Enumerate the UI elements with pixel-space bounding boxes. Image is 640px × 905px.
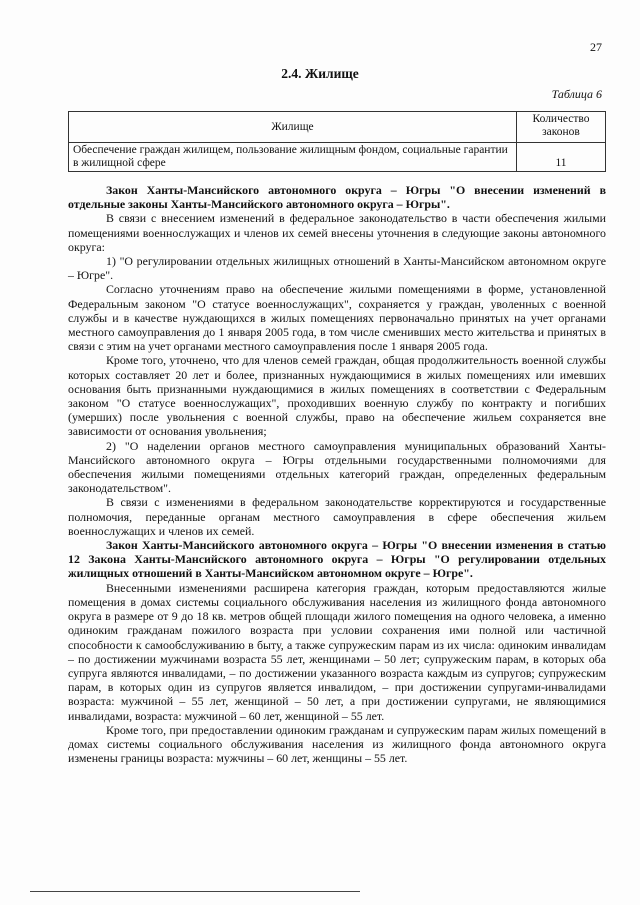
table-caption: Таблица 6	[551, 87, 602, 101]
table-header-law-count: Количество законов	[517, 112, 606, 143]
table-header-row	[69, 112, 606, 143]
paragraph: Согласно уточнениям право на обеспечение жилыми помещениями в форме, установленной Федеральным законом "О статусе военнослужащих", сохраняется у граждан, уволенных с военной службы и в качестве нуждающихся в жилых помещениях первоначально принятых на учет органами местного самоуправления до 1 января 2005 года, в том числе сменивших место жительства и принятых в связи с этим на учет органами местного самоуправления после 1 января 2005 года.	[68, 282, 606, 354]
paragraph: Кроме того, при предоставлении одиноким гражданам и супружеским парам жилых помещений в домах системы социального обслуживания населения из жилищного фонда автономного округа изменены границы возраста: мужчины – 60 лет, женщины – 55 лет.	[68, 722, 606, 766]
paragraph: Внесенными изменениями расширена категория граждан, которым предоставляются жилые помещения в домах системы социального обслуживания населения из жилищного фонда автономного округа в размере от 9 до 18 кв. метров общей площади жилого помещения на одного человека, а именно одиноким гражданам пожилого возраста при условии сохранения ими полной или частичной способности к самообслуживанию в быту, а также супружеским парам из их числа: одиноким инвалидам – по достижении мужчинами возраста 55 лет, женщинами – 50 лет; супружеским парам, в которых оба супруга являются инвалидами, – по достижении указанного возраста каждым из супругов; супружеским парам, в которых один из супругов является инвалидом, – при достижении супругами-инвалидами возраста: мужчиной – 55 лет, женщиной – 50 лет, а при достижении супругами, не являющимися инвалидами, возраста: мужчиной – 60 лет, женщиной – 55 лет.	[68, 580, 606, 723]
housing-table	[68, 111, 606, 172]
section-title: 2.4. Жилище	[281, 66, 359, 81]
table-cell-category: Обеспечение граждан жилищем, пользование жилищным фондом, социальные гарантии в жилищной сфере	[69, 143, 517, 172]
table-row	[69, 143, 606, 172]
law-heading-amendments: Закон Ханты-Мансийского автономного округа – Югры "О внесении изменений в отдельные законы Ханты-Мансийского автономного округа – Югры".	[68, 183, 606, 212]
paragraph: В связи с внесением изменений в федеральное законодательство в части обеспечения жилыми помещениями военнослужащих и членов их семей внесены уточнения в следующие законы автономного округа:	[68, 211, 606, 254]
paragraph: В связи с изменениями в федеральном законодательстве корректируются и государственные полномочия, переданные органам местного самоуправления в сфере обеспечения жильем военнослужащих и членов их семей.	[68, 495, 606, 538]
table-header-housing: Жилище	[69, 112, 517, 143]
paragraph: 1) "О регулировании отдельных жилищных отношений в Ханты-Мансийском автономном округе – Югре".	[68, 254, 606, 283]
document-body	[68, 183, 606, 765]
law-heading-article-12: Закон Ханты-Мансийского автономного округа – Югры "О внесении изменения в статью 12 Закона Ханты-Мансийского автономного округа – Югры "О регулировании отдельных жилищных отношений в Ханты-Мансийском автономном округе – Югре".	[68, 538, 606, 581]
paragraph: Кроме того, уточнено, что для членов семей граждан, общая продолжительность военной службы которых составляет 20 лет и более, признанных нуждающимися в жилых помещениях или имевших основания быть признанными нуждающимися в жилых помещениях в соответствии с Федеральным законом "О статусе военнослужащих", проходивших военную службу по контракту и погибших (умерших) после увольнения с военной службы, право на обеспечение жильем сохраняется вне зависимости от основания увольнения;	[68, 353, 606, 439]
footer-divider	[30, 891, 360, 892]
paragraph: 2) "О наделении органов местного самоуправления муниципальных образований Ханты-Мансийского автономного округа – Югры отдельными государственными полномочиями для обеспечения жилыми помещениями отдельных категорий граждан, определенных федеральным законодательством".	[68, 438, 606, 496]
table-cell-count: 11	[517, 143, 606, 172]
page-number: 27	[590, 40, 602, 54]
